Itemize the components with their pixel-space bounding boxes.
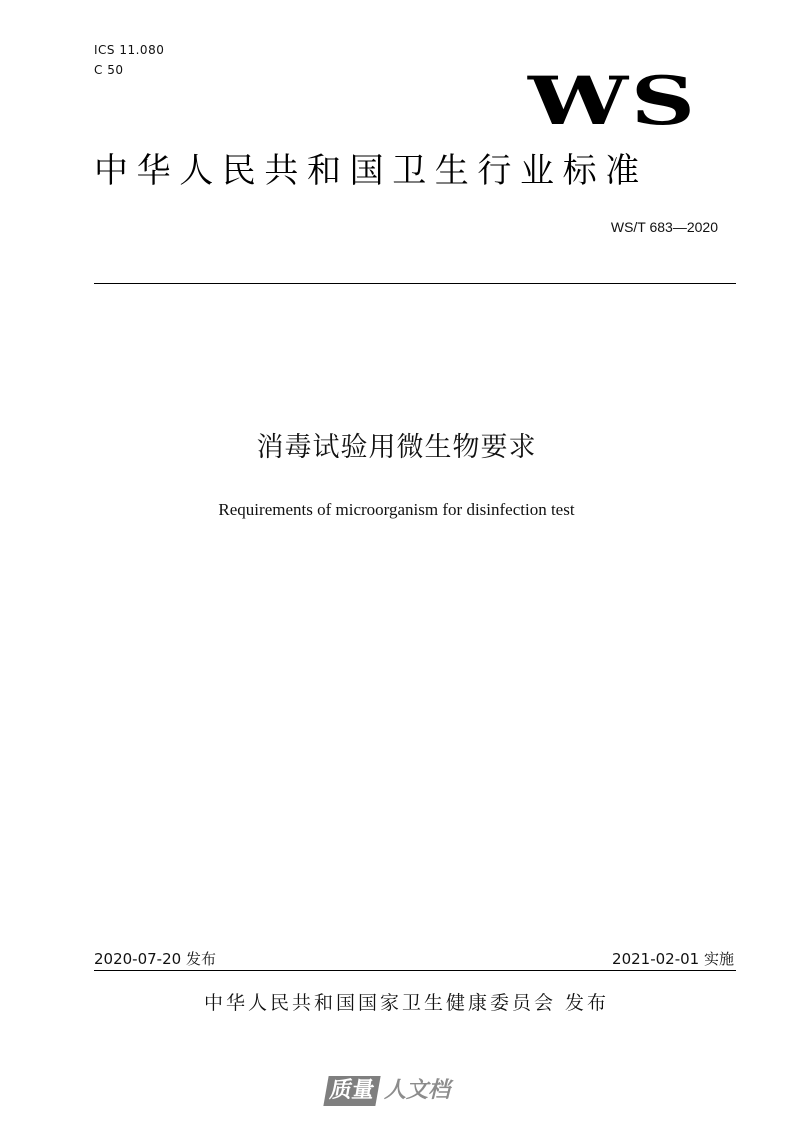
ics-code: ICS 11.080: [94, 43, 165, 57]
header-divider: [94, 283, 736, 284]
standard-code: WS/T 683—2020: [610, 219, 718, 235]
footer-divider: [94, 970, 736, 971]
ccs-code: C 50: [94, 63, 124, 77]
watermark-badge: 质量: [323, 1076, 380, 1106]
issuer: 中华人民共和国国家卫生健康委员会 发布: [203, 992, 610, 1014]
ws-logo: WS: [528, 62, 698, 140]
watermark-text: 人文档: [384, 1078, 451, 1103]
document-title-chinese: 消毒试验用微生物要求: [256, 432, 537, 463]
watermark-logo: [326, 1074, 450, 1108]
document-title-english: Requirements of microorganism for disinfection test: [218, 500, 575, 519]
implementation-date: 2021-02-01 实施: [612, 950, 734, 968]
standard-title: 中华人民共和国卫生行业标准: [94, 151, 648, 191]
issue-date: 2020-07-20 发布: [94, 950, 216, 968]
